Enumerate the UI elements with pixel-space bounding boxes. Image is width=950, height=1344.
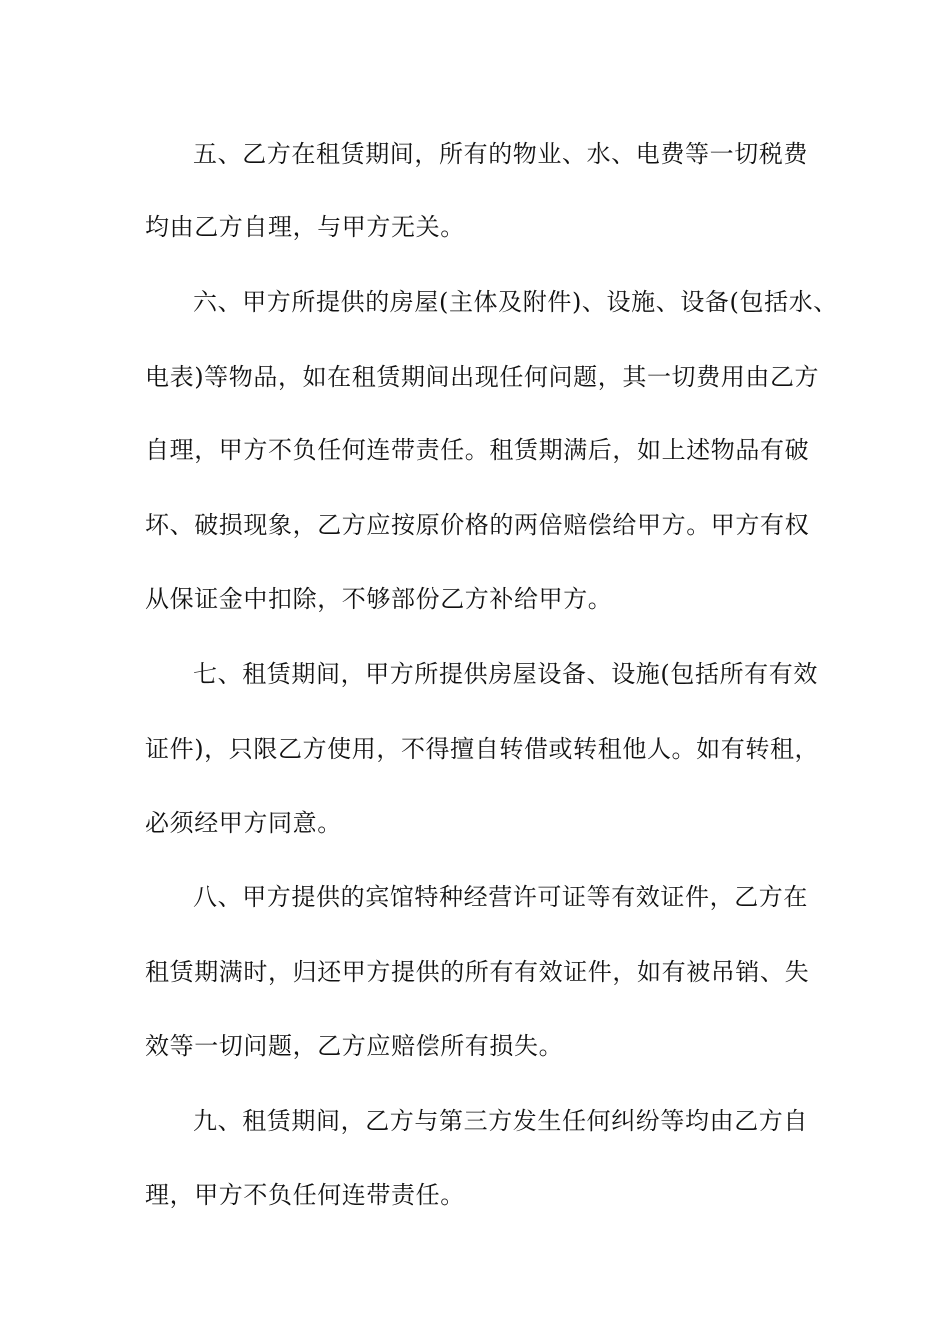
clause-8-line-1: 八、甲方提供的宾馆特种经营许可证等有效证件，乙方在 bbox=[193, 883, 808, 911]
clause-6-line-1: 六、甲方所提供的房屋(主体及附件)、设施、设备(包括水、 bbox=[193, 288, 838, 316]
clause-8-line-2: 租赁期满时，归还甲方提供的所有有效证件，如有被吊销、失 bbox=[145, 958, 810, 986]
clause-7-line-3: 必须经甲方同意。 bbox=[145, 809, 342, 837]
clause-6-line-3: 自理，甲方不负任何连带责任。租赁期满后，如上述物品有破 bbox=[145, 436, 810, 464]
clause-9-line-2: 理，甲方不负任何连带责任。 bbox=[145, 1181, 465, 1209]
clause-6-line-5: 从保证金中扣除，不够部份乙方补给甲方。 bbox=[145, 585, 613, 613]
clause-5-line-1: 五、乙方在租赁期间，所有的物业、水、电费等一切税费 bbox=[193, 140, 808, 168]
clause-7-line-2: 证件)，只限乙方使用，不得擅自转借或转租他人。如有转租， bbox=[145, 735, 820, 763]
clause-7-line-1: 七、租赁期间，甲方所提供房屋设备、设施(包括所有有效 bbox=[193, 660, 818, 688]
clause-6-line-4: 坏、破损现象，乙方应按原价格的两倍赔偿给甲方。甲方有权 bbox=[145, 511, 810, 539]
clause-5-line-2: 均由乙方自理，与甲方无关。 bbox=[145, 213, 465, 241]
clause-9-line-1: 九、租赁期间，乙方与第三方发生任何纠纷等均由乙方自 bbox=[193, 1107, 808, 1135]
clause-6-line-2: 电表)等物品，如在租赁期间出现任何问题，其一切费用由乙方 bbox=[145, 363, 820, 391]
clause-8-line-3: 效等一切问题，乙方应赔偿所有损失。 bbox=[145, 1032, 564, 1060]
